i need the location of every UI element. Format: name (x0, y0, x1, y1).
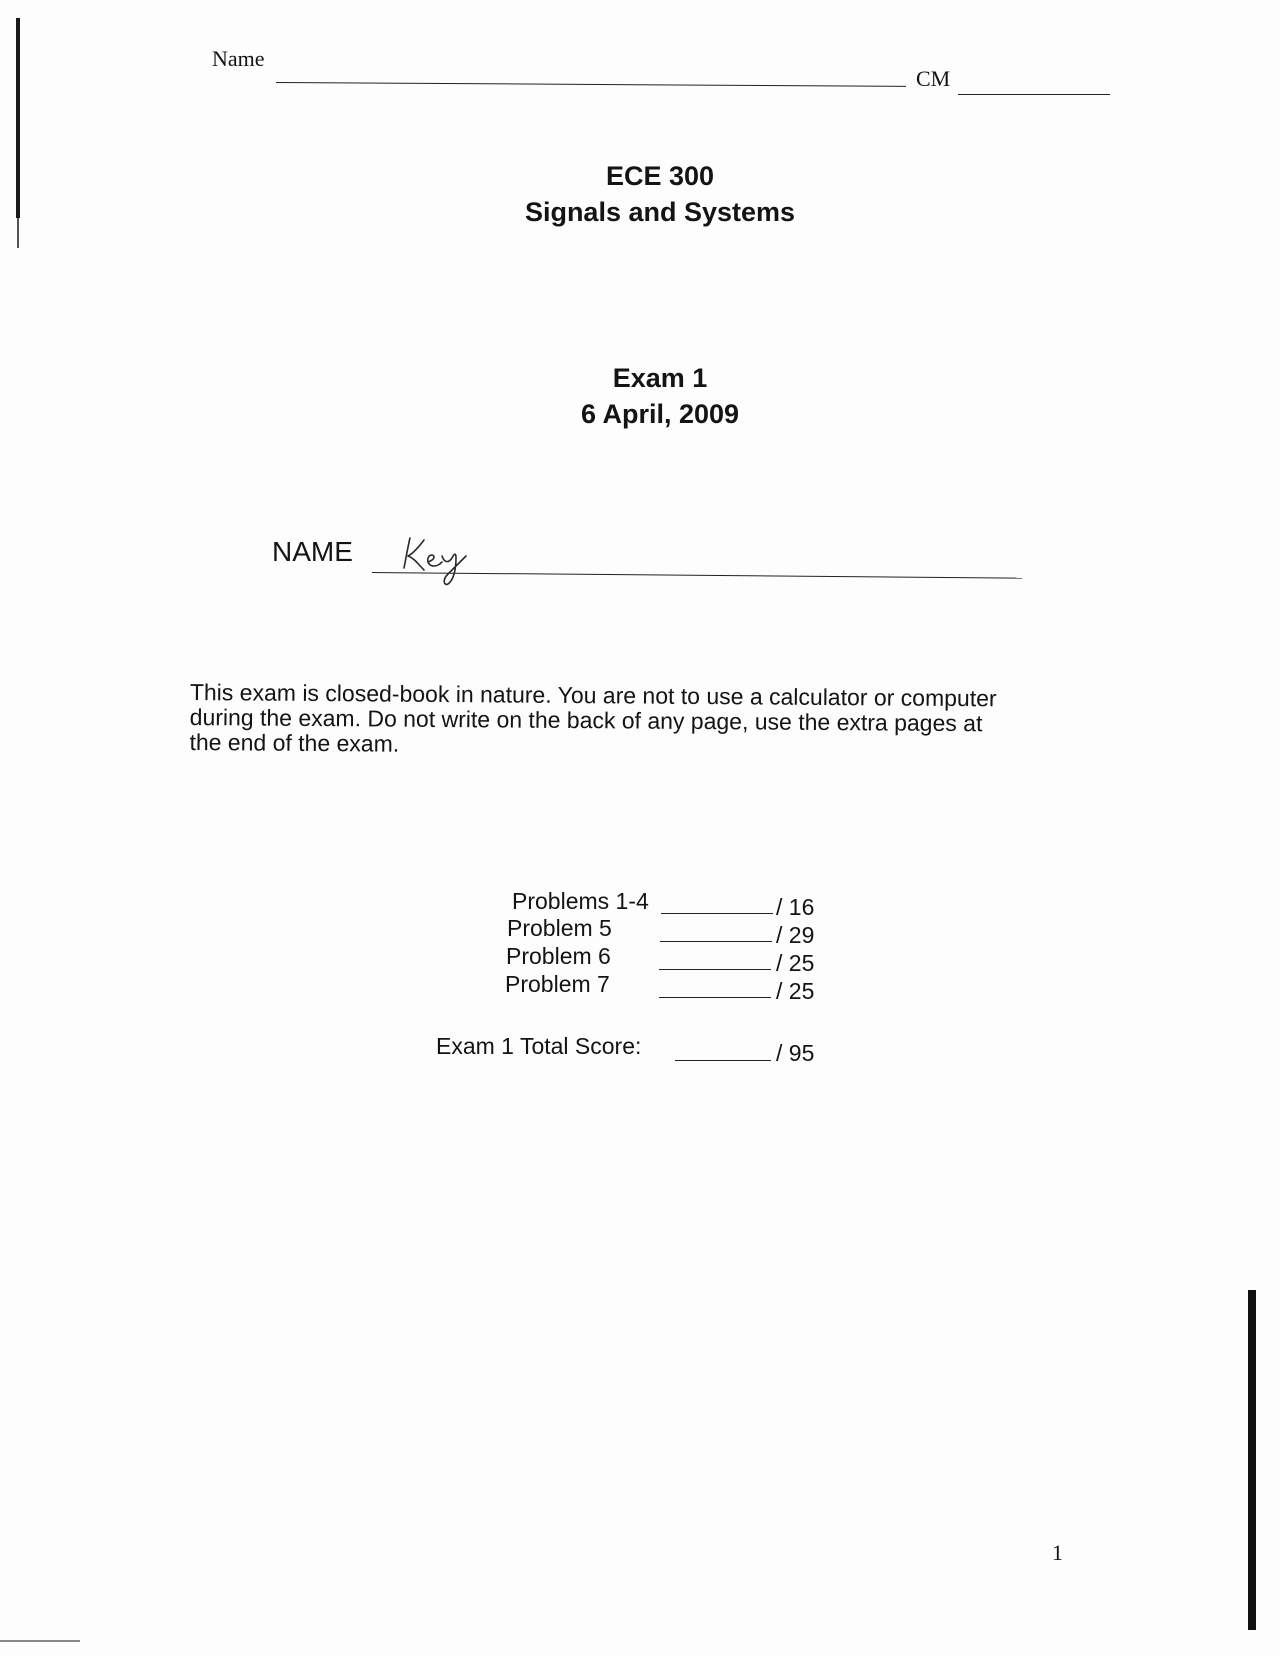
course-title-block (440, 158, 880, 230)
instructions-line: the end of the exam. (189, 728, 400, 757)
scan-edge-mark-right (1248, 1290, 1256, 1630)
score-blank-problems-1-4[interactable] (661, 913, 773, 914)
page-number: 1 (1052, 1540, 1063, 1565)
header-name-blank[interactable] (276, 82, 906, 87)
exam-title-block (440, 360, 880, 432)
total-score-max: / 95 (776, 1040, 815, 1066)
score-blank-problem-7[interactable] (659, 997, 771, 998)
total-score-blank[interactable] (675, 1060, 771, 1061)
score-max-problem-5: / 29 (776, 922, 815, 948)
score-blank-problem-6[interactable] (659, 969, 771, 970)
score-row-label-problems-1-4: Problems 1-4 (512, 888, 649, 914)
score-row-label-problem-7: Problem 7 (505, 971, 610, 997)
score-blank-problem-5[interactable] (660, 941, 772, 942)
exam-instructions (189, 680, 1110, 762)
header-cm-blank[interactable] (958, 94, 1110, 95)
handwritten-key-signature (398, 528, 478, 588)
name-field-label: NAME (272, 536, 353, 567)
instructions-line: during the exam. Do not write on the back of any page, use the extra pages at (189, 703, 983, 737)
score-max-problems-1-4: / 16 (776, 894, 815, 920)
header-name-label: Name (212, 46, 265, 71)
score-row-label-problem-6: Problem 6 (506, 943, 611, 969)
instructions-line: This exam is closed-book in nature. You are not to use a calculator or computer (189, 679, 997, 712)
course-title: Signals and Systems (524, 197, 796, 227)
course-code: ECE 300 (605, 161, 715, 191)
total-score-label: Exam 1 Total Score: (436, 1033, 642, 1059)
scan-edge-mark-left (16, 18, 20, 218)
header-cm-label: CM (916, 66, 951, 91)
scan-edge-mark-left-tail (17, 218, 19, 248)
scan-edge-mark-bottom (0, 1640, 80, 1642)
score-max-problem-7: / 25 (776, 978, 815, 1004)
score-max-problem-6: / 25 (776, 950, 815, 976)
exam-title: Exam 1 (612, 363, 708, 393)
exam-date: 6 April, 2009 (580, 399, 740, 429)
score-row-label-problem-5: Problem 5 (507, 915, 612, 941)
